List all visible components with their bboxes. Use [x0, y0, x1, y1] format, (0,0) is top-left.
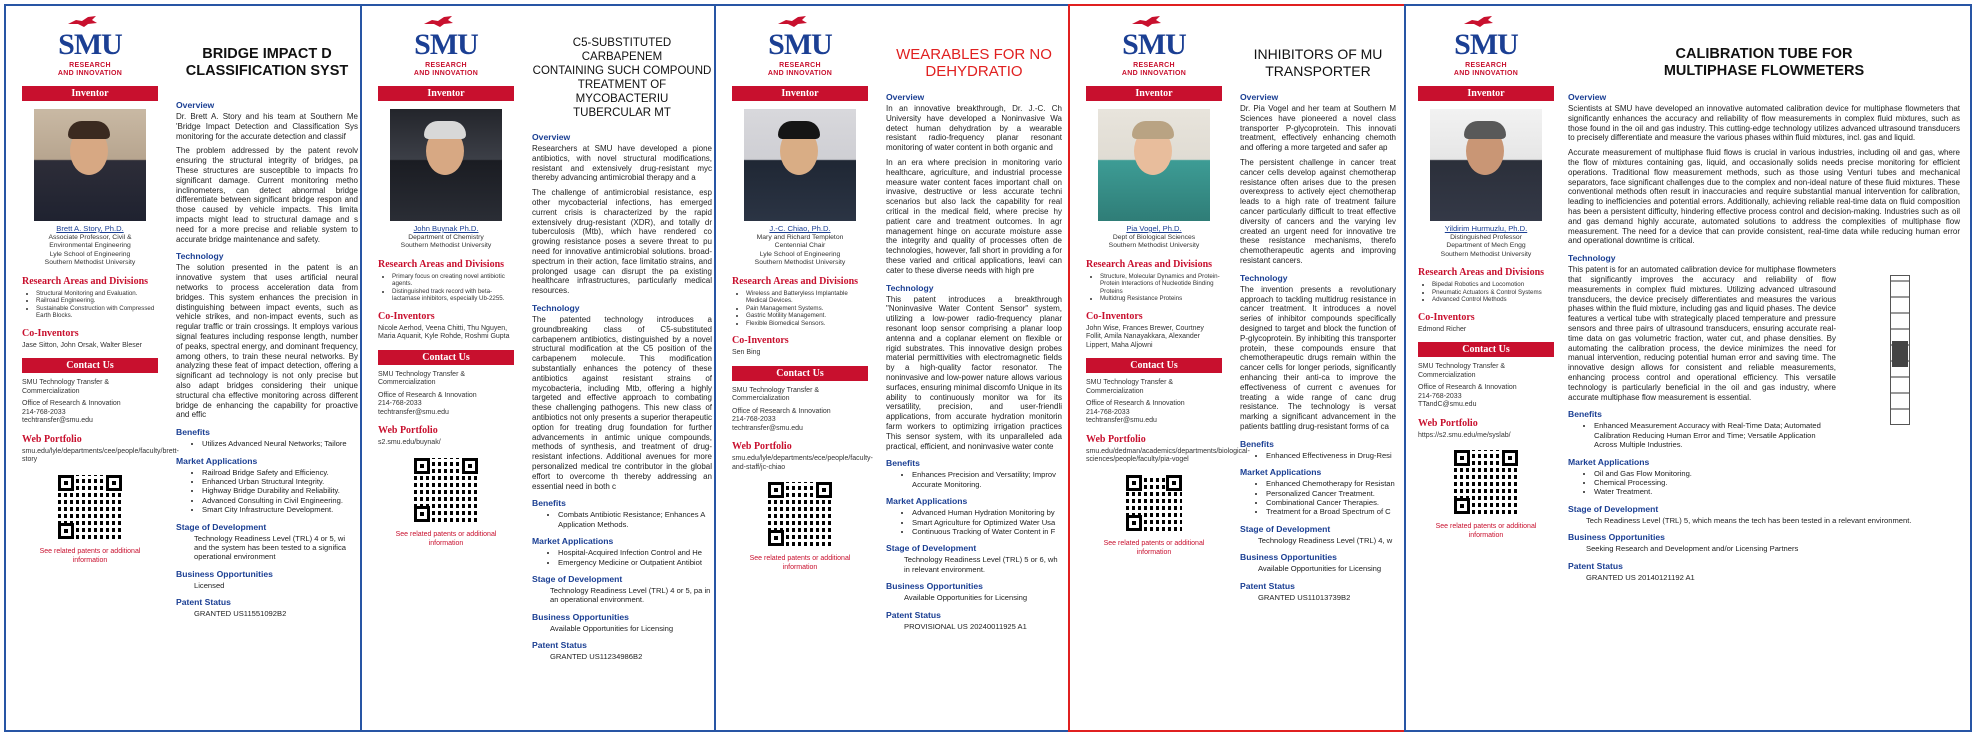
sheet-title: BRIDGE IMPACT D CLASSIFICATION SYST	[185, 46, 349, 79]
business-text: Available Opportunities for Licensing	[550, 623, 674, 633]
business-header: Business Opportunities	[1568, 532, 1665, 543]
stage-header: Stage of Development	[1568, 503, 1659, 514]
sidebar	[1086, 6, 1250, 730]
patent-header: Patent Status	[176, 597, 231, 608]
technology-text: This patent is for an automated calibration device for multiphase flowmeters that significantly improves the accuracy and reliability of flow measurements in complex fluid mixtures. Utilizing advanced ultrasound transducers, the device precisely differentiates and measures the various phases within the fluid mixture, including gas and liquid phases. The device features a vertical tube with strategically placed temperature and pressure sensors and three pairs of ultrasound transducers, ensuring accurate real-time data on gas volumetric fraction, water cut, and phase densities. By automating the calibration process, the device minimizes the need for manual intervention, reducing potential human error and saving time. The innovative design allows for consistent and reliable measurements, enhancing process control and operational efficiency. This versatile technology is particularly beneficial in the oil and gas industry, where accurate multiphase flow measurement is essential.	[1568, 265, 1836, 402]
stage-text: Technology Readiness Level (TRL) 4 or 5, wi and the system has been tested to a significa operational environment	[194, 533, 346, 562]
see-related-link[interactable]: See related patents or additional information	[749, 555, 851, 572]
overview-text: Dr. Brett A. Story and his team at Southern Me 'Bridge Impact Detection and Classification Sys monitoring for the accurate detection and classif	[176, 112, 358, 141]
stage-text: Technology Readiness Level (TRL) 4, w	[1258, 535, 1393, 545]
research-areas-header: Research Areas and Divisions	[1086, 258, 1213, 270]
web-portfolio-header: Web Portfolio	[1418, 417, 1478, 429]
research-areas-header: Research Areas and Divisions	[378, 258, 505, 270]
co-inventors-header: Co-Inventors	[1086, 310, 1143, 322]
co-inventors-header: Co-Inventors	[1418, 311, 1475, 323]
sidebar	[22, 6, 179, 730]
co-inventors-header: Co-Inventors	[732, 335, 789, 347]
web-portfolio-link[interactable]: https://s2.smu.edu/me/syslab/	[1418, 431, 1511, 439]
stage-text: Technology Readiness Level (TRL) 5 or 6, wh in relevant environment.	[904, 555, 1058, 574]
web-portfolio-header: Web Portfolio	[378, 425, 438, 437]
stage-header: Stage of Development	[532, 573, 623, 584]
overview-text: Scientists at SMU have developed an innovative automated calibration device for multiphase flowmeters that significantly enhances the accuracy and reliability of flow measurements in complex fluid mixtures, such as those found in the oil and gas industry. This cutting-edge technology utilizes advanced ultrasound transducers to precisely differentiate and measure the various phases within fluid mixtures, incl. gas and liquid.	[1568, 104, 1960, 143]
business-text: Available Opportunities for Licensing	[904, 593, 1028, 603]
inventor-header: Inventor	[22, 86, 158, 101]
mustang-icon	[422, 14, 456, 28]
business-header: Business Opportunities	[532, 611, 629, 622]
contact-org: SMU Technology Transfer & Commercialization	[378, 370, 466, 387]
contact-office: Office of Research & Innovation	[1418, 384, 1517, 392]
patent-text: GRANTED US11551092B2	[194, 609, 287, 619]
mustang-icon	[776, 14, 810, 28]
contact-header: Contact Us	[378, 350, 514, 365]
research-list: • Structure, Molecular Dynamics and Protein-Protein Interactions of Nucleotide Binding Proteins • Multidrug Resistance Proteins	[1086, 273, 1222, 303]
qr-code[interactable]	[1126, 475, 1182, 531]
stage-header: Stage of Development	[176, 521, 267, 532]
web-portfolio-link[interactable]: smu.edu/lyle/departments/ece/people/faculty-and-staff/jc-chiao	[732, 455, 873, 471]
see-related-link[interactable]: See related patents or additional information	[1435, 523, 1537, 540]
benefits-header: Benefits	[176, 427, 210, 438]
business-text: Seeking Research and Development and/or Licensing Partners	[1586, 544, 1799, 554]
patent-text: GRANTED US 20140121192 A1	[1586, 572, 1695, 582]
co-inventors-list: Edmond Richer	[1418, 325, 1467, 333]
inventor-info: Brett A. Story, Ph.D. Associate Professor, Civil & Environmental Engineering Lyle School of Engineering Southern Methodist University	[44, 224, 136, 266]
smu-logo: SMU RESEARCH AND INNOVATION	[22, 28, 158, 78]
see-related-link[interactable]: See related patents or additional information	[1103, 539, 1205, 556]
main-content	[532, 6, 712, 730]
inventor-info: J.-C. Chiao, Ph.D. Mary and Richard Templeton Centennial Chair Lyle School of Engineering Southern Methodist University	[754, 224, 846, 266]
calibration-tube-diagram	[1846, 269, 1956, 429]
inventor-photo	[1430, 109, 1542, 221]
sheet-title: CALIBRATION TUBE FOR MULTIPHASE FLOWMETERS	[1663, 46, 1865, 79]
business-header: Business Opportunities	[886, 581, 983, 592]
co-inventors-list: Sen Bing	[732, 349, 761, 357]
inventor-info: Yildirim Hurmuzlu, Ph.D. Distinguished Professor Department of Mech Engg Southern Methodist University	[1440, 224, 1532, 258]
contact-org: SMU Technology Transfer & Commercialization	[1086, 379, 1174, 395]
inventor-photo	[390, 109, 502, 221]
tech-sheet-calibration-tube	[1404, 4, 1972, 732]
research-list: • Structural Monitoring and Evaluation. • Railroad Engineering. • Sustainable Construction with Compressed Earth Blocks.	[22, 290, 158, 320]
benefits-list: • Enhances Precision and Versatility; Improv Accurate Monitoring.	[886, 470, 1062, 489]
web-portfolio-header: Web Portfolio	[732, 441, 792, 453]
co-inventors-list: Jase Sitton, John Orsak, Walter Bleser	[22, 341, 142, 349]
business-text: Licensed	[194, 580, 225, 590]
contact-org: SMU Technology Transfer & Commercialization	[732, 386, 820, 403]
research-list: • Primary focus on creating novel antibiotic agents. • Distinguished track record with beta-lactamase inhibitors, especially Ub-2255.	[378, 273, 514, 303]
contact-email[interactable]: techtransfer@smu.edu	[1086, 417, 1157, 425]
qr-code[interactable]	[768, 482, 832, 546]
qr-code[interactable]	[1454, 450, 1518, 514]
co-inventors-list: Nicole Aerhod, Veena Chitti, Thu Nguyen, Maria Aquanit, Kyle Rohde, Roshmi Gupta	[378, 324, 510, 341]
technology-header: Technology	[532, 302, 580, 313]
benefits-list: • Enhanced Measurement Accuracy with Real-Time Data; Automated Calibration Reducing Human Error and Time; Versatile Application Across Multiple Industries.	[1568, 421, 1960, 449]
sidebar	[732, 6, 873, 730]
web-portfolio-link[interactable]: smu.edu/dedman/academics/departments/biological-sciences/people/faculty/pia-vogel	[1086, 447, 1250, 464]
overview-text: Researchers at SMU have developed a pione antibiotics, with novel structural modifications, resistant and extensively drug-resistant myc thereby advancing antimicrobial therapy and a	[532, 144, 712, 183]
inventor-photo	[1098, 109, 1210, 221]
tech-sheet-inhibitors	[1068, 4, 1408, 732]
inventor-header: Inventor	[378, 86, 514, 101]
research-areas-header: Research Areas and Divisions	[1418, 267, 1545, 278]
research-areas-header: Research Areas and Divisions	[732, 275, 859, 287]
sidebar	[1418, 6, 1554, 730]
market-list: • Enhanced Chemotherapy for Resistan • Personalized Cancer Treatment. • Combinational Cancer Therapies. • Treatment for a Broad Spectrum of C	[1240, 479, 1396, 517]
main-content	[176, 6, 358, 730]
overview-header: Overview	[886, 92, 925, 102]
overview-header: Overview	[1568, 92, 1607, 102]
overview-text-2: The persistent challenge in cancer treat cancer cells develop against chemotherap resistance often arises due to the presen overexpress to actively eject chemotherap leads to a high rate of treatment failure cancer particularly difficult to treat effective diversity of cancers and the varying lev created an urgent need for innovative tre these resistance mechanisms, therefo chemotherapeutic agents and improving resistant cancers.	[1240, 157, 1396, 265]
benefits-header: Benefits	[532, 498, 566, 509]
market-list: • Hospital-Acquired Infection Control and He • Emergency Medicine or Outpatient Antibiot	[532, 548, 712, 567]
tech-sheet-wearables	[714, 4, 1074, 732]
benefits-header: Benefits	[886, 458, 920, 469]
overview-text: In an innovative breakthrough, Dr. J.-C. Ch University have developed a Noninvasive Wa detect human dehydration by a wearable resistant radio-frequency planar resonant monitoring of water content in both organic and	[886, 104, 1062, 153]
contact-header: Contact Us	[1418, 342, 1554, 357]
contact-phone: 214-768-2033	[1418, 392, 1462, 400]
patent-header: Patent Status	[532, 640, 587, 651]
overview-text-2: In an era where precision in monitoring vario healthcare, agriculture, and industrial processe measure water content faces important chall on invasive, destructive or less accurate techni scenarios but also lack the capability for real critical in the medical field, where precise hy patient care and treatment outcomes. In agr management hinge on accurate moisture asse the integrity and quality of processes often de technologies, however, fall short in providing a for these varied and critical applications, leavi can cater to these diverse needs with high pre	[886, 157, 1062, 275]
mustang-icon	[1462, 14, 1496, 28]
contact-email[interactable]: techtransfer@smu.edu	[22, 417, 93, 425]
main-content	[1240, 6, 1396, 730]
sheet-title: C5-SUBSTITUTED CARBAPENEM CONTAINING SUCH COMPOUND TREATMENT OF MYCOBACTERIU TUBERCULAR MT	[532, 37, 712, 119]
market-header: Market Applications	[532, 536, 614, 547]
inventor-header: Inventor	[732, 86, 868, 101]
contact-phone: 214-768-2033	[1086, 408, 1130, 416]
market-header: Market Applications	[176, 455, 258, 466]
see-related-link[interactable]: See related patents or additional information	[395, 530, 497, 547]
web-portfolio-header: Web Portfolio	[1086, 433, 1146, 445]
contact-email[interactable]: techtransfer@smu.edu	[378, 408, 449, 416]
benefits-header: Benefits	[1240, 438, 1274, 449]
overview-text-2: The challenge of antimicrobial resistance, esp other mycobacterial infections, has emerged current crisis is characterized by the rapid extensively drug-resistant (XDR), and totally dr tuberculosis (Mtb), which have rendered co growing resistance poses a severe threat to pu need for innovative antimicrobial solutions. broad-spectrum in their action, face limitatio strains, and prolonged usage can disrupt the pa existing healthcare infrastructures, particularly medical resources.	[532, 188, 712, 296]
sheet-title: WEARABLES FOR NO DEHYDRATIO	[896, 46, 1052, 80]
technology-text: The solution presented in the patent is an innovative system that uses artificial neural networks to process acceleration data from bridges. This system enhances the precision in distinguishing between impact events, such as vehicle strikes, and non-impact events, such as regular traffic or train crossings. It employs various signal features including response length, number of peaks, spectral energy, and dominant frequency, among others, to train these neural networks. By analyzing these feat of impact detection, offering a significant ad technology is not only precise but also adapt bridges considering their unique structural cha effective monitoring across different bridge de enhancing the capability for proactive and effic	[176, 263, 358, 420]
see-related-link[interactable]: See related patents or additional information	[39, 547, 141, 564]
inventor-info: Pia Vogel, Ph.D. Dept of Biological Sciences Southern Methodist University	[1108, 224, 1200, 249]
technology-header: Technology	[886, 282, 934, 293]
patent-header: Patent Status	[1240, 580, 1295, 591]
qr-code[interactable]	[58, 475, 122, 539]
patent-text: GRANTED US11013739B2	[1258, 592, 1351, 602]
overview-header: Overview	[1240, 92, 1279, 102]
market-list: • Oil and Gas Flow Monitoring. • Chemical Processing. • Water Treatment.	[1568, 469, 1960, 497]
stage-header: Stage of Development	[1240, 523, 1331, 534]
contact-org: SMU Technology Transfer & Commercialization	[22, 379, 110, 395]
co-inventors-list: John Wise, Frances Brewer, Courtney Follit, Amila Nanayakkara, Alexander Lippert, Maha Aljowni	[1086, 324, 1204, 349]
market-list: • Railroad Bridge Safety and Efficiency. • Enhanced Urban Structural Integrity. • Highway Bridge Durability and Reliability. • Advanced Consulting in Civil Engineering. • Smart City Infrastructure Development.	[176, 468, 358, 515]
benefits-list: • Combats Antibiotic Resistance; Enhances A Application Methods.	[532, 510, 712, 529]
benefits-header: Benefits	[1568, 409, 1602, 420]
contact-email[interactable]: techtransfer@smu.edu	[732, 424, 803, 432]
overview-header: Overview	[176, 100, 215, 110]
web-portfolio-link[interactable]: smu.edu/lyle/departments/cee/people/faculty/brett-story	[22, 447, 179, 464]
qr-code[interactable]	[414, 458, 478, 522]
co-inventors-header: Co-Inventors	[378, 310, 435, 322]
contact-phone: 214-768-2033	[22, 408, 66, 416]
market-list: • Advanced Human Hydration Monitoring by • Smart Agriculture for Optimized Water Usa • Continuous Tracking of Water Content in F	[886, 508, 1062, 536]
stage-text: Technology Readiness Level (TRL) 4 or 5, pa in an operational environment.	[550, 585, 711, 605]
patent-text: GRANTED US11234986B2	[550, 652, 643, 662]
market-header: Market Applications	[886, 496, 968, 507]
business-header: Business Opportunities	[176, 568, 273, 579]
inventor-header: Inventor	[1086, 86, 1222, 101]
contact-office: Office of Research & Innovation	[732, 407, 831, 415]
smu-logo: SMU RESEARCH AND INNOVATION	[378, 28, 514, 78]
smu-logo: SMU RESEARCH AND INNOVATION	[732, 28, 868, 78]
inventor-photo	[744, 109, 856, 221]
tech-sheet-bridge-impact	[4, 4, 370, 732]
overview-text-2: Accurate measurement of multiphase fluid flows is crucial in various industries, including oil and gas, where the flow of mixtures containing gas, liquid, and occasionally solids needs precise monitoring for efficient operations. Traditional flow measurement methods, such as those using Venturi tubes and mechanical separators, face significant challenges due to the complex and non-ideal nature of these fluid mixtures. These conventional methods often result in inaccuracies and require substantial manual intervention for calibration, leading to inefficiencies and potential errors. Additionally, achieving reliable real-time data on fluid composition has been a persistent difficulty, hindering effective process control and decision-making. Industries such as oil and gas demand highly accurate, automated solutions to address the complexities of multiphase flow measurement. The need for a device that can provide consistent, real-time data while reducing human error and operational downtime is critical.	[1568, 148, 1960, 246]
technology-text: The patented technology introduces a groundbreaking class of C5-substituted carbapenem antibiotics, distinguished by a novel structural modification at the C5 position of the carbapenem molecule. This modification substantially enhances the potency of these antibiotics against resistant strains of mycobacteria, including Mtb, offering a highly targeted and effective approach to combating these challenging pathogens. This new class of antibiotics not only presents a superior therapeutic option for treating drug foundation for further advancements in antimic unique compounds, methods of synthesis, and treatment of drug-resistant infections. Additional avenues for more personalized medical tre contributor in the global effort to overcome th thereby addressing an essential need in both c	[532, 314, 712, 491]
smu-logo: SMU RESEARCH AND INNOVATION	[1086, 28, 1222, 78]
smu-logo: SMU RESEARCH AND INNOVATION	[1418, 28, 1554, 78]
contact-org: SMU Technology Transfer & Commercialization	[1418, 363, 1506, 379]
overview-header: Overview	[532, 132, 571, 142]
contact-office: Office of Research & Innovation	[378, 391, 477, 399]
inventor-info: John Buynak Ph.D. Department of Chemistry Southern Methodist University	[400, 224, 492, 249]
benefits-list: • Enhanced Effectiveness in Drug-Resi	[1240, 451, 1396, 460]
technology-header: Technology	[1568, 253, 1616, 264]
contact-header: Contact Us	[22, 358, 158, 373]
market-header: Market Applications	[1568, 456, 1650, 467]
inventor-header: Inventor	[1418, 86, 1554, 101]
business-text: Available Opportunities for Licensing	[1258, 564, 1382, 574]
tech-sheet-carbapenem	[360, 4, 724, 732]
research-areas-header: Research Areas and Divisions	[22, 275, 149, 287]
patent-header: Patent Status	[886, 609, 941, 620]
inventor-photo	[34, 109, 146, 221]
research-list: • Wireless and Batteryless Implantable Medical Devices. • Pain Management Systems. • Gastric Motility Management. • Flexible Biomedical Sensors.	[732, 290, 868, 328]
stage-text: Tech Readiness Level (TRL) 5, which means the tech has been tested in a relevant environment.	[1586, 515, 1912, 525]
technology-header: Technology	[176, 251, 224, 262]
overview-text-2: The problem addressed by the patent revolv ensuring the structural integrity of bridges, pa These structures are susceptible to impacts fro significant damage. Current monitoring metho inclinometers, can detect abnormal bridge differentiate between significant bridge respon and those caused by vehicle impacts. This limita impacts might lead to structural damage and s need for a more precise and reliable system to accurate bridge maintenance and safety.	[176, 146, 358, 244]
main-content	[1568, 6, 1960, 730]
sheet-title: INHIBITORS OF MU TRANSPORTER	[1253, 46, 1383, 79]
stage-header: Stage of Development	[886, 543, 977, 554]
market-header: Market Applications	[1240, 467, 1322, 478]
technology-text: The invention presents a revolutionary approach to tackling multidrug resistance in cancer treatment. It introduces a novel series of inhibitor compounds specifically designed to target and block the function of P-glycoprotein. By inhibiting this transporter protein, these compounds ensure that chemotherapeutic drugs remain within the cancer cells for longer periods, significantly enhancing their anti-ca to improve the effectiveness of current c avenues for treating a wide range of canc drug resistance. The technology is versat marking a significant advancement in the patients battling drug-resistant forms of ca	[1240, 284, 1396, 431]
web-portfolio-link[interactable]: s2.smu.edu/buynak/	[378, 439, 441, 447]
mustang-icon	[1130, 14, 1164, 28]
patent-text: PROVISIONAL US 20240011925 A1	[904, 621, 1027, 631]
research-list: • Bipedal Robotics and Locomotion • Pneumatic Actuators & Control Systems • Advanced Control Methods	[1418, 281, 1554, 304]
sidebar	[378, 6, 514, 730]
patent-header: Patent Status	[1568, 560, 1623, 571]
mustang-icon	[66, 14, 100, 28]
contact-phone: 214-768-2033	[732, 416, 776, 424]
main-content	[886, 6, 1062, 730]
contact-office: Office of Research & Innovation	[22, 400, 121, 408]
contact-office: Office of Research & Innovation	[1086, 400, 1185, 408]
contact-email[interactable]: TTandC@smu.edu	[1418, 401, 1477, 409]
benefits-list: • Utilizes Advanced Neural Networks; Tailore	[176, 439, 358, 448]
overview-text: Dr. Pia Vogel and her team at Southern M Sciences have pioneered a novel class transporter P-glycoprotein. This innovati treatment, effectively enhancing chemoth and offering a more targeted and safer ap	[1240, 104, 1396, 153]
co-inventors-header: Co-Inventors	[22, 327, 79, 339]
contact-header: Contact Us	[1086, 358, 1222, 373]
technology-header: Technology	[1240, 272, 1288, 283]
contact-phone: 214-768-2033	[378, 400, 422, 408]
business-header: Business Opportunities	[1240, 552, 1337, 563]
contact-header: Contact Us	[732, 366, 868, 381]
web-portfolio-header: Web Portfolio	[22, 433, 82, 445]
technology-text: This patent introduces a breakthrough "Noninvasive Water Content Sensor" system, utilizing a low-power radio-frequency planar resonant loop sensor comprising a planar loop antenna and a coplanar element on flexible or rigid substrates. This innovative design probes material permittivities with electromagnetic fields by a high-quality factor resonator. The noninvasive and low-power nature allows various surfaces, ensuring minimal discomfo Unique in its ability to continuously monitor wa for its versatility, precision, and user-friendli applications, from accurate hydration monitorin farm workers to optimizing irrigation practices This sensor system, with its unparalleled ada practical, efficient, and noninvasive water conte	[886, 294, 1062, 451]
